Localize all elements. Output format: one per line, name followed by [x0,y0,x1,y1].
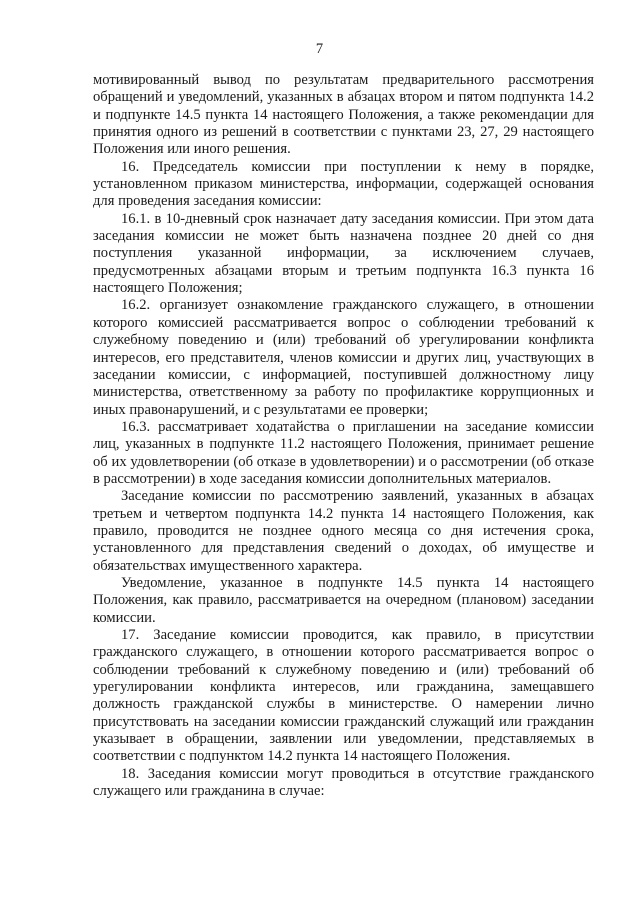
paragraph-notification: Уведомление, указанное в подпункте 14.5 пункта 14 настоящего Положения, как правило, рассматривается на очередном (плановом) заседании комиссии. [93,574,594,626]
paragraph-item-16-2: 16.2. организует ознакомление гражданского служащего, в отношении которого комиссией рассматривается вопрос о соблюдении требований к служебному поведению и (или) требований об урегулировании конфликта интересов, его представителя, членов комиссии и других лиц, участвующих в заседании комиссии, с информацией, поступившей должностному лицу министерства, ответственному за работу по профилактике коррупционных и иных правонарушений, и с результатами ее проверки; [93,297,594,418]
paragraph-item-16-1: 16.1. в 10-дневный срок назначает дату заседания комиссии. При этом дата заседания комиссии не может быть назначена позднее 20 дней со дня поступления указанной информации, за исключением случаев, предусмотренных абзацами вторым и третьим подпункта 16.3 пункта 16 настоящего Положения; [93,210,594,297]
document-body [93,72,594,800]
paragraph-continuation: мотивированный вывод по результатам предварительного рассмотрения обращений и уведомлений, указанных в абзацах втором и пятом подпункта 14.2 и подпункте 14.5 пункта 14 настоящего Положения, а также рекомендации для принятия одного из решений в соответствии с пунктами 23, 27, 29 настоящего Положения или иного решения. [93,72,594,158]
paragraph-item-16: 16. Председатель комиссии при поступлении к нему в порядке, установленном приказом министерства, информации, содержащей основания для проведения заседания комиссии: [93,158,594,210]
paragraph-item-17: 17. Заседание комиссии проводится, как правило, в присутствии гражданского служащего, в отношении которого рассматривается вопрос о соблюдении требований к служебному поведению и (или) требований об урегулировании конфликта интересов, или гражданина, замещавшего должность гражданской службы в министерстве. О намерении лично присутствовать на заседании комиссии гражданский служащий или гражданин указывает в обращении, заявлении или уведомлении, представляемых в соответствии с подпунктом 14.2 пункта 14 настоящего Положения. [93,627,594,765]
paragraph-item-16-3: 16.3. рассматривает ходатайства о приглашении на заседание комиссии лиц, указанных в подпункте 11.2 настоящего Положения, принимает решение об их удовлетворении (об отказе в удовлетворении) и о рассмотрении (об отказе в рассмотрении) в ходе заседания комиссии дополнительных материалов. [93,418,594,487]
paragraph-statements-meeting: Заседание комиссии по рассмотрению заявлений, указанных в абзацах третьем и четвертом подпункта 14.2 пункта 14 настоящего Положения, как правило, проводится не позднее одного месяца со дня истечения срока, установленного для представления сведений о доходах, об имуществе и обязательствах имущественного характера. [93,488,594,574]
paragraph-item-18: 18. Заседания комиссии могут проводиться в отсутствие гражданского служащего или гражданина в случае: [93,765,594,800]
page-number: 7 [315,41,324,57]
